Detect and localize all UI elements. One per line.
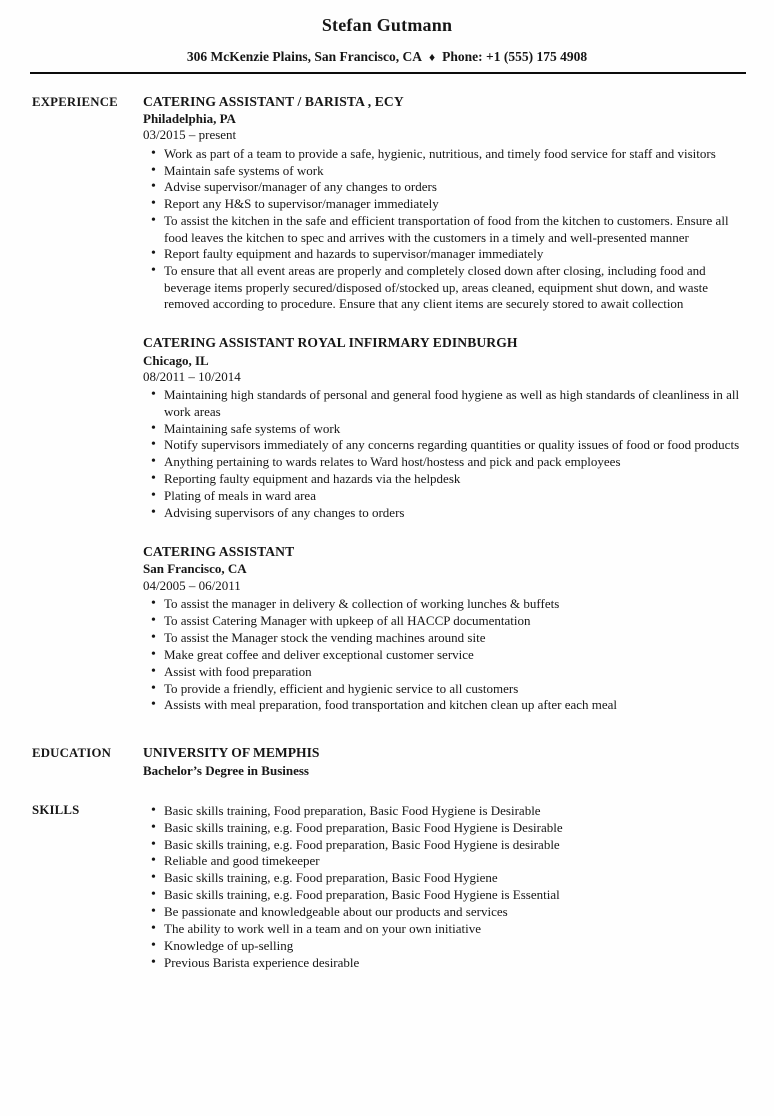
- skills-bullet-list: [143, 803, 742, 971]
- bullet-item: • Work as part of a team to provide a safe, hygienic, nutritious, and timely food service for staff and visitors: [164, 146, 742, 162]
- bullet-item: • Previous Barista experience desirable: [164, 955, 742, 971]
- bullet-item: • Basic skills training, e.g. Food preparation, Basic Food Hygiene is Desirable: [164, 820, 742, 836]
- job-title: CATERING ASSISTANT ROYAL INFIRMARY EDINBURGH: [143, 335, 518, 351]
- bullet-item: • Advising supervisors of any changes to orders: [164, 505, 742, 521]
- job-entry-1: [143, 93, 742, 313]
- experience-section: [143, 93, 742, 715]
- job-bullet-list: [143, 596, 742, 714]
- job-bullet-list: [143, 146, 742, 313]
- bullet-item: • Maintaining safe systems of work: [164, 421, 742, 437]
- bullet-item: • To assist the kitchen in the safe and efficient transportation of food from the kitchen to customers. Ensure all food leaves the kitchen to spec and arrives with the customers in a timely and well-presented manner: [164, 213, 742, 246]
- job-entry-2: [143, 334, 742, 521]
- contact-line: [0, 48, 774, 65]
- job-dates: 08/2011 – 10/2014: [143, 368, 241, 384]
- bullet-item: • Be passionate and knowledgeable about our products and services: [164, 904, 742, 920]
- job-location: San Francisco, CA: [143, 561, 247, 577]
- bullet-item: • Advise supervisor/manager of any changes to orders: [164, 179, 742, 195]
- bullet-item: • Basic skills training, e.g. Food preparation, Basic Food Hygiene is desirable: [164, 837, 742, 853]
- job-bullet-list: [143, 387, 742, 521]
- resume-body: [32, 93, 742, 972]
- degree-name: Bachelor’s Degree in Business: [143, 763, 309, 779]
- bullet-item: • Reliable and good timekeeper: [164, 853, 742, 869]
- bullet-item: • Basic skills training, Food preparation, Basic Food Hygiene is Desirable: [164, 803, 742, 819]
- bullet-item: • To assist the Manager stock the vending machines around site: [164, 630, 742, 646]
- job-dates: 04/2005 – 06/2011: [143, 577, 241, 593]
- bullet-item: • Maintain safe systems of work: [164, 163, 742, 179]
- bullet-item: • The ability to work well in a team and on your own initiative: [164, 921, 742, 937]
- section-label-education: EDUCATION: [32, 746, 112, 761]
- bullet-item: • Anything pertaining to wards relates to Ward host/hostess and pick and pack employees: [164, 454, 742, 470]
- bullet-item: • To ensure that all event areas are properly and completely closed down after closing, including food and beverage items properly secured/disposed of/stocked up, areas cleaned, equipment shut down, and waste removed according to procedure. Ensure that any client items are securely stored to await collection: [164, 263, 742, 312]
- bullet-item: • Basic skills training, e.g. Food preparation, Basic Food Hygiene is Essential: [164, 887, 742, 903]
- job-location: Philadelphia, PA: [143, 110, 236, 126]
- address-text: 306 McKenzie Plains, San Francisco, CA: [186, 48, 423, 64]
- job-title: CATERING ASSISTANT: [143, 544, 295, 560]
- bullet-item: • To provide a friendly, efficient and hygienic service to all customers: [164, 681, 742, 697]
- resume-header: [0, 14, 774, 65]
- education-section: [143, 744, 742, 780]
- section-label-experience: EXPERIENCE: [32, 94, 118, 109]
- bullet-item: • To assist the manager in delivery & collection of working lunches & buffets: [164, 596, 742, 612]
- bullet-item: • Notify supervisors immediately of any concerns regarding quantities or quality issues of food or food products: [164, 437, 742, 453]
- person-name: Stefan Gutmann: [321, 15, 453, 35]
- bullet-item: • Reporting faulty equipment and hazards via the helpdesk: [164, 471, 742, 487]
- bullet-item: • Knowledge of up-selling: [164, 938, 742, 954]
- bullet-item: • Report faulty equipment and hazards to supervisor/manager immediately: [164, 246, 742, 262]
- skills-section: [143, 801, 742, 972]
- bullet-item: • Assists with meal preparation, food transportation and kitchen clean up after each meal: [164, 697, 742, 713]
- section-label-skills: SKILLS: [32, 802, 80, 817]
- job-title: CATERING ASSISTANT / BARISTA , ECY: [143, 93, 404, 109]
- bullet-item: • Basic skills training, e.g. Food preparation, Basic Food Hygiene: [164, 870, 742, 886]
- school-name: UNIVERSITY OF MEMPHIS: [143, 745, 320, 761]
- bullet-item: • Report any H&S to supervisor/manager immediately: [164, 196, 742, 212]
- phone-text: Phone: +1 (555) 175 4908: [442, 48, 588, 64]
- bullet-item: • To assist Catering Manager with upkeep of all HACCP documentation: [164, 613, 742, 629]
- bullet-item: • Maintaining high standards of personal and general food hygiene as well as high standards of cleanliness in all work areas: [164, 387, 742, 420]
- diamond-separator-icon: ♦: [429, 49, 436, 64]
- header-divider: [30, 72, 746, 74]
- job-location: Chicago, IL: [143, 352, 209, 368]
- bullet-item: • Plating of meals in ward area: [164, 488, 742, 504]
- bullet-item: • Assist with food preparation: [164, 664, 742, 680]
- bullet-item: • Make great coffee and deliver exceptional customer service: [164, 647, 742, 663]
- job-dates: 03/2015 – present: [143, 127, 237, 143]
- job-entry-3: [143, 543, 742, 714]
